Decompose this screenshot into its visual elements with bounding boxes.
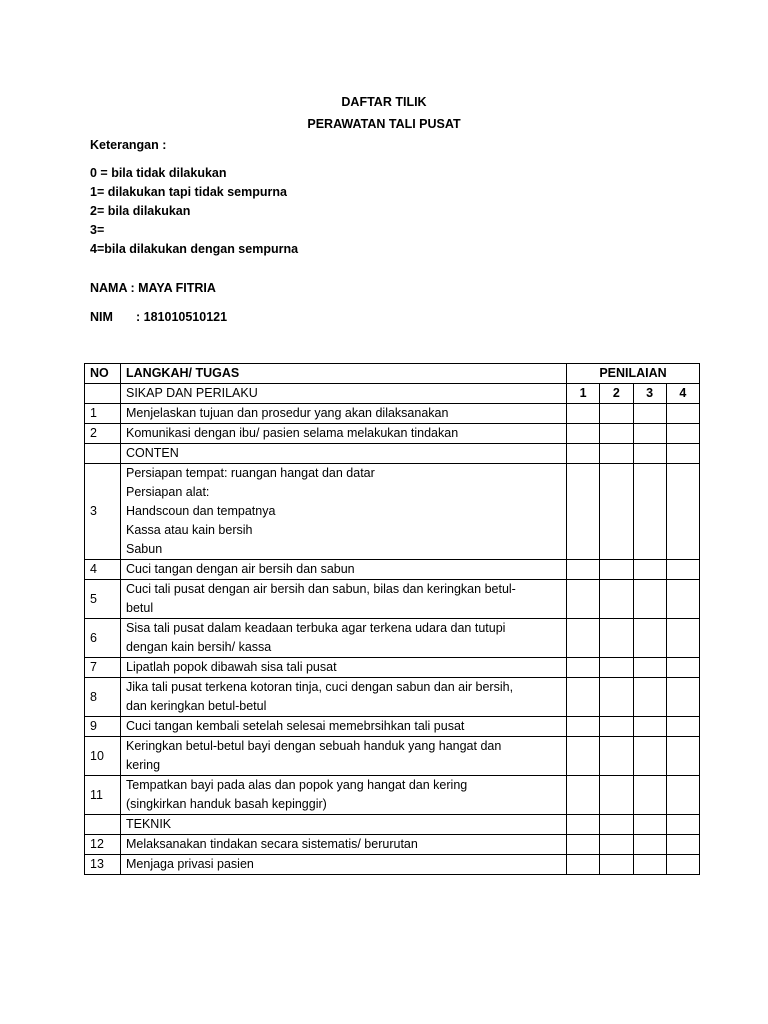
row-number: 11 (85, 776, 121, 815)
table-row (85, 776, 700, 815)
task-line: Keringkan betul-betul bayi dengan sebuah handuk yang hangat dan (126, 739, 502, 753)
task-line: Persiapan tempat: ruangan hangat dan datar (126, 466, 375, 480)
task-description (121, 835, 567, 855)
task-description (121, 464, 567, 560)
score-cell-1[interactable] (567, 464, 600, 560)
header-no: NO (85, 364, 121, 384)
score-cell-3[interactable] (633, 717, 666, 737)
score-cell-4[interactable] (666, 619, 699, 658)
header-task: LANGKAH/ TUGAS (121, 364, 567, 384)
score-cell-1[interactable] (567, 737, 600, 776)
score-cell-3[interactable] (633, 580, 666, 619)
score-cell-1[interactable] (567, 580, 600, 619)
table-row (85, 855, 700, 875)
score-cell-3[interactable] (633, 560, 666, 580)
table-row (85, 658, 700, 678)
row-number: 12 (85, 835, 121, 855)
score-cell-2[interactable] (600, 560, 633, 580)
header-penilaian: PENILAIAN (567, 364, 700, 384)
score-cell-3[interactable] (633, 737, 666, 776)
task-description (121, 424, 567, 444)
row-number: 6 (85, 619, 121, 658)
table-row (85, 619, 700, 658)
score-cell-2[interactable] (600, 619, 633, 658)
row-number: 4 (85, 560, 121, 580)
score-header-1: 1 (567, 384, 600, 404)
task-line: Sabun (126, 542, 163, 556)
score-cell-4[interactable] (666, 678, 699, 717)
nama-value: MAYA FITRIA (138, 281, 216, 295)
score-cell-3[interactable] (633, 404, 666, 424)
score-cell-1[interactable] (567, 678, 600, 717)
score-cell-2[interactable] (600, 835, 633, 855)
score-cell-4[interactable] (666, 855, 699, 875)
row-number: 3 (85, 464, 121, 560)
row-number: 10 (85, 737, 121, 776)
score-cell-4[interactable] (666, 658, 699, 678)
keterangan-heading: Keterangan : (90, 138, 167, 152)
row-number: 9 (85, 717, 121, 737)
score-cell-4[interactable] (666, 404, 699, 424)
task-line: betul (126, 601, 154, 615)
section-label: CONTEN (121, 444, 567, 464)
score-cell-1[interactable] (567, 404, 600, 424)
section-row-teknik (85, 815, 700, 835)
legend-item-1: 1= dilakukan tapi tidak sempurna (90, 185, 287, 199)
task-line: Jika tali pusat terkena kotoran tinja, cuci dengan sabun dan air bersih, (126, 680, 514, 694)
table-row (85, 424, 700, 444)
table-row (85, 835, 700, 855)
score-cell-4[interactable] (666, 835, 699, 855)
score-cell-2[interactable] (600, 815, 633, 835)
nama-line (90, 281, 216, 295)
score-cell-1[interactable] (567, 560, 600, 580)
score-cell-3[interactable] (633, 776, 666, 815)
score-cell-2[interactable] (600, 580, 633, 619)
score-cell-1[interactable] (567, 658, 600, 678)
score-cell-3[interactable] (633, 424, 666, 444)
score-cell-4[interactable] (666, 737, 699, 776)
score-cell-4[interactable] (666, 444, 699, 464)
document-title-line2: PERAWATAN TALI PUSAT (307, 117, 461, 131)
task-line: dan keringkan betul-betul (126, 699, 267, 713)
score-cell-2[interactable] (600, 678, 633, 717)
score-cell-2[interactable] (600, 737, 633, 776)
table-row (85, 678, 700, 717)
score-cell-2[interactable] (600, 424, 633, 444)
score-cell-4[interactable] (666, 580, 699, 619)
score-cell-3[interactable] (633, 855, 666, 875)
score-cell-4[interactable] (666, 560, 699, 580)
score-cell-4[interactable] (666, 717, 699, 737)
score-cell-3[interactable] (633, 678, 666, 717)
task-line: dengan kain bersih/ kassa (126, 640, 272, 654)
task-line: Persiapan alat: (126, 485, 210, 499)
score-cell-3[interactable] (633, 444, 666, 464)
section-no-cell (85, 384, 121, 404)
score-cell-1[interactable] (567, 717, 600, 737)
document-title-line1: DAFTAR TILIK (341, 95, 427, 109)
nim-line (90, 310, 227, 324)
section-label: SIKAP DAN PERILAKU (121, 384, 567, 404)
score-cell-2[interactable] (600, 855, 633, 875)
score-cell-1[interactable] (567, 444, 600, 464)
task-description (121, 404, 567, 424)
score-cell-2[interactable] (600, 717, 633, 737)
row-number: 2 (85, 424, 121, 444)
table-row (85, 464, 700, 560)
task-description (121, 678, 567, 717)
score-cell-4[interactable] (666, 776, 699, 815)
row-number: 5 (85, 580, 121, 619)
score-cell-4[interactable] (666, 424, 699, 444)
score-header-3: 3 (633, 384, 666, 404)
score-header-4: 4 (666, 384, 699, 404)
task-description (121, 619, 567, 658)
task-line: Sisa tali pusat dalam keadaan terbuka agar terkena udara dan tutupi (126, 621, 506, 635)
score-cell-1[interactable] (567, 815, 600, 835)
task-line: (singkirkan handuk basah kepinggir) (126, 797, 327, 811)
section-row-sikap (85, 384, 700, 404)
legend-item-3: 3= (90, 223, 105, 237)
task-line: Tempatkan bayi pada alas dan popok yang hangat dan kering (126, 778, 468, 792)
section-label: TEKNIK (121, 815, 567, 835)
task-line: Kassa atau kain bersih (126, 523, 253, 537)
row-number: 1 (85, 404, 121, 424)
section-no-cell (85, 444, 121, 464)
task-description (121, 855, 567, 875)
task-line: Cuci tangan kembali setelah selesai memebrsihkan tali pusat (126, 719, 465, 733)
score-cell-4[interactable] (666, 464, 699, 560)
checklist-table (84, 363, 700, 875)
row-number: 7 (85, 658, 121, 678)
table-row (85, 717, 700, 737)
task-description (121, 580, 567, 619)
score-cell-3[interactable] (633, 464, 666, 560)
score-cell-1[interactable] (567, 619, 600, 658)
row-number: 13 (85, 855, 121, 875)
task-line: Handscoun dan tempatnya (126, 504, 276, 518)
task-description (121, 658, 567, 678)
task-line: Cuci tali pusat dengan air bersih dan sabun, bilas dan keringkan betul- (126, 582, 516, 596)
score-cell-2[interactable] (600, 776, 633, 815)
legend-item-0: 0 = bila tidak dilakukan (90, 166, 227, 180)
score-cell-3[interactable] (633, 658, 666, 678)
score-cell-1[interactable] (567, 424, 600, 444)
score-cell-3[interactable] (633, 815, 666, 835)
row-number: 8 (85, 678, 121, 717)
score-cell-3[interactable] (633, 619, 666, 658)
legend-item-2: 2= bila dilakukan (90, 204, 191, 218)
nim-label: NIM (90, 310, 113, 324)
task-line: Komunikasi dengan ibu/ pasien selama melakukan tindakan (126, 426, 459, 440)
legend-item-4: 4=bila dilakukan dengan sempurna (90, 242, 299, 256)
section-no-cell (85, 815, 121, 835)
table-row (85, 580, 700, 619)
table-row (85, 737, 700, 776)
score-header-2: 2 (600, 384, 633, 404)
score-cell-2[interactable] (600, 404, 633, 424)
task-description (121, 717, 567, 737)
score-cell-2[interactable] (600, 444, 633, 464)
score-cell-3[interactable] (633, 835, 666, 855)
score-cell-1[interactable] (567, 776, 600, 815)
nama-label: NAMA : (90, 281, 139, 295)
score-cell-2[interactable] (600, 658, 633, 678)
task-line: Menjaga privasi pasien (126, 857, 254, 871)
nim-value: : 181010510121 (136, 310, 228, 324)
task-line: Melaksanakan tindakan secara sistematis/ berurutan (126, 837, 418, 851)
table-row (85, 404, 700, 424)
table-row (85, 560, 700, 580)
score-cell-1[interactable] (567, 855, 600, 875)
task-line: kering (126, 758, 161, 772)
score-cell-2[interactable] (600, 464, 633, 560)
task-description (121, 776, 567, 815)
score-cell-4[interactable] (666, 815, 699, 835)
table-header-row (85, 364, 700, 384)
task-line: Lipatlah popok dibawah sisa tali pusat (126, 660, 337, 674)
task-line: Cuci tangan dengan air bersih dan sabun (126, 562, 355, 576)
task-description (121, 560, 567, 580)
task-line: Menjelaskan tujuan dan prosedur yang akan dilaksanakan (126, 406, 449, 420)
task-description (121, 737, 567, 776)
section-row-conten (85, 444, 700, 464)
score-cell-1[interactable] (567, 835, 600, 855)
